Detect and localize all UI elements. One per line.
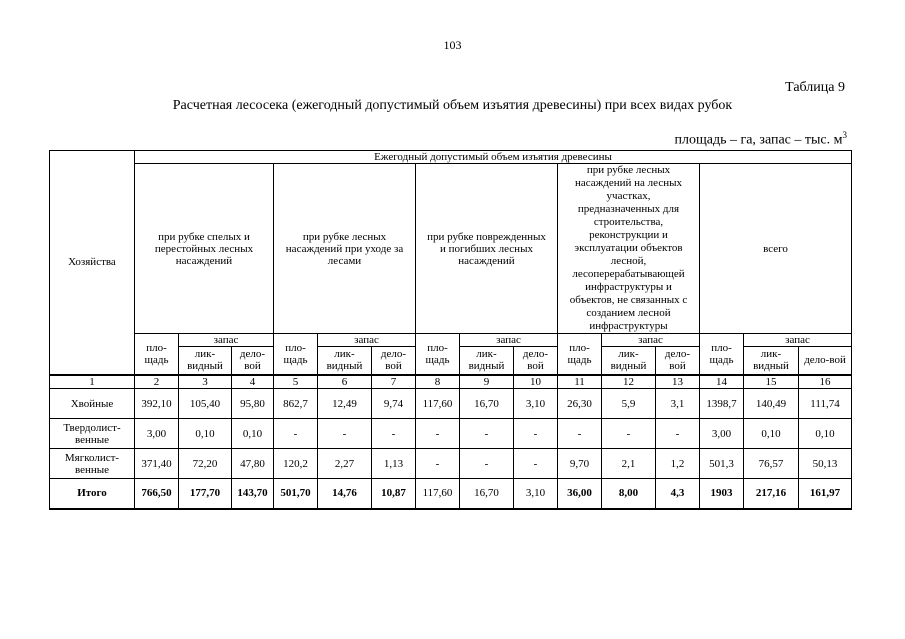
- header-row-2: [50, 164, 852, 334]
- area-header: пло-щадь: [274, 334, 318, 375]
- table-label: Таблица 9: [785, 80, 845, 95]
- table-cell: 111,74: [799, 389, 852, 419]
- table-cell: 8,00: [602, 479, 656, 509]
- table-cell: -: [372, 419, 416, 449]
- column-number: 15: [744, 375, 799, 389]
- table-cell: 12,49: [318, 389, 372, 419]
- commercial-header: дело-вой: [656, 347, 700, 375]
- group-thinning: при рубке лесных насаждений при уходе за лесами: [274, 164, 416, 334]
- column-number: 7: [372, 375, 416, 389]
- column-number: 10: [514, 375, 558, 389]
- table-cell: -: [602, 419, 656, 449]
- column-number: 9: [460, 375, 514, 389]
- column-number: 13: [656, 375, 700, 389]
- column-number: 6: [318, 375, 372, 389]
- units-superscript: 3: [842, 130, 847, 140]
- table-cell: 1,2: [656, 449, 700, 479]
- table-cell: 9,74: [372, 389, 416, 419]
- commercial-header: дело-вой: [799, 347, 852, 375]
- table-cell: 1,13: [372, 449, 416, 479]
- table-cell: 0,10: [232, 419, 274, 449]
- table-cell: 766,50: [135, 479, 179, 509]
- row-name: Мягколист-венные: [50, 449, 135, 479]
- group-damaged: при рубке поврежденных и погибших лесных насаждений: [416, 164, 558, 334]
- table-cell: 3,00: [700, 419, 744, 449]
- table-cell: 47,80: [232, 449, 274, 479]
- table-cell: 217,16: [744, 479, 799, 509]
- table-cell: -: [416, 449, 460, 479]
- header-row-3: [50, 334, 852, 347]
- table-cell: 26,30: [558, 389, 602, 419]
- stock-header: запас: [460, 334, 558, 347]
- table-cell: 120,2: [274, 449, 318, 479]
- table-cell: 50,13: [799, 449, 852, 479]
- column-number: 8: [416, 375, 460, 389]
- area-header: пло-щадь: [135, 334, 179, 375]
- table-cell: 143,70: [232, 479, 274, 509]
- column-number: 2: [135, 375, 179, 389]
- column-number-row: [50, 375, 852, 389]
- liquid-header: лик-видный: [318, 347, 372, 375]
- area-header: пло-щадь: [416, 334, 460, 375]
- table-cell: 117,60: [416, 479, 460, 509]
- table-cell: 177,70: [179, 479, 232, 509]
- table-cell: 3,10: [514, 389, 558, 419]
- page-number: 103: [443, 38, 462, 52]
- table-cell: 4,3: [656, 479, 700, 509]
- table-cell: 862,7: [274, 389, 318, 419]
- liquid-header: лик-видный: [744, 347, 799, 375]
- table-cell: 1903: [700, 479, 744, 509]
- header-row-1: [50, 151, 852, 164]
- table-cell: -: [274, 419, 318, 449]
- column-number: 12: [602, 375, 656, 389]
- table-cell: 0,10: [744, 419, 799, 449]
- stock-header: запас: [318, 334, 416, 347]
- liquid-header: лик-видный: [460, 347, 514, 375]
- table-cell: -: [514, 449, 558, 479]
- row-name: Хвойные: [50, 389, 135, 419]
- table-cell: 1398,7: [700, 389, 744, 419]
- row-name: Твердолист-венные: [50, 419, 135, 449]
- table-row: [50, 389, 852, 419]
- table-cell: -: [416, 419, 460, 449]
- table-row: [50, 449, 852, 479]
- table-cell: 2,27: [318, 449, 372, 479]
- table-cell: 2,1: [602, 449, 656, 479]
- table-cell: 5,9: [602, 389, 656, 419]
- total-row: [50, 479, 852, 509]
- table-title: Расчетная лесосека (ежегодный допустимый объем изъятия древесины) при всех видах рубок: [172, 98, 733, 113]
- column-number: 16: [799, 375, 852, 389]
- table-cell: -: [656, 419, 700, 449]
- column-number: 1: [50, 375, 135, 389]
- table-cell: 76,57: [744, 449, 799, 479]
- table-cell: 16,70: [460, 389, 514, 419]
- table-cell: 72,20: [179, 449, 232, 479]
- stock-header: запас: [602, 334, 700, 347]
- table-cell: 501,70: [274, 479, 318, 509]
- units-text: площадь – га, запас – тыс. м: [674, 132, 843, 148]
- commercial-header: дело-вой: [514, 347, 558, 375]
- table-cell: -: [460, 419, 514, 449]
- liquid-header: лик-видный: [179, 347, 232, 375]
- table-cell: 14,76: [318, 479, 372, 509]
- table-cell: 371,40: [135, 449, 179, 479]
- table-cell: 0,10: [799, 419, 852, 449]
- table-cell: 3,10: [514, 479, 558, 509]
- column-number: 3: [179, 375, 232, 389]
- table-cell: 105,40: [179, 389, 232, 419]
- group-total: всего: [700, 164, 852, 334]
- header-farms: Хозяйства: [50, 151, 135, 375]
- stock-header: запас: [744, 334, 852, 347]
- column-number: 11: [558, 375, 602, 389]
- header-annual: Ежегодный допустимый объем изъятия древесины: [135, 151, 852, 164]
- column-number: 5: [274, 375, 318, 389]
- table-cell: -: [514, 419, 558, 449]
- table-cell: 392,10: [135, 389, 179, 419]
- table-cell: -: [460, 449, 514, 479]
- column-number: 14: [700, 375, 744, 389]
- commercial-header: дело-вой: [372, 347, 416, 375]
- table-cell: 140,49: [744, 389, 799, 419]
- table-cell: 0,10: [179, 419, 232, 449]
- table-cell: 95,80: [232, 389, 274, 419]
- table-cell: 117,60: [416, 389, 460, 419]
- units-note: [674, 130, 847, 149]
- group-construction: при рубке лесных насаждений на лесных участках, предназначенных для строительства, реконструкции и эксплуатации объектов лесной, лесоперерабатывающей инфраструктуры и объектов, не связанных с созданием лесной инфраструктуры: [558, 164, 700, 334]
- table-cell: 161,97: [799, 479, 852, 509]
- table-cell: 10,87: [372, 479, 416, 509]
- stock-header: запас: [179, 334, 274, 347]
- table-cell: -: [318, 419, 372, 449]
- liquid-header: лик-видный: [602, 347, 656, 375]
- table-cell: 9,70: [558, 449, 602, 479]
- column-number: 4: [232, 375, 274, 389]
- table-cell: 36,00: [558, 479, 602, 509]
- table-row: [50, 419, 852, 449]
- table-cell: 3,00: [135, 419, 179, 449]
- area-header: пло-щадь: [558, 334, 602, 375]
- group-mature: при рубке спелых и перестойных лесных насаждений: [135, 164, 274, 334]
- row-name: Итого: [50, 479, 135, 509]
- area-header: пло-щадь: [700, 334, 744, 375]
- allowable-cut-table: [49, 150, 852, 510]
- commercial-header: дело-вой: [232, 347, 274, 375]
- table-cell: 3,1: [656, 389, 700, 419]
- table-cell: 16,70: [460, 479, 514, 509]
- table-cell: -: [558, 419, 602, 449]
- table-cell: 501,3: [700, 449, 744, 479]
